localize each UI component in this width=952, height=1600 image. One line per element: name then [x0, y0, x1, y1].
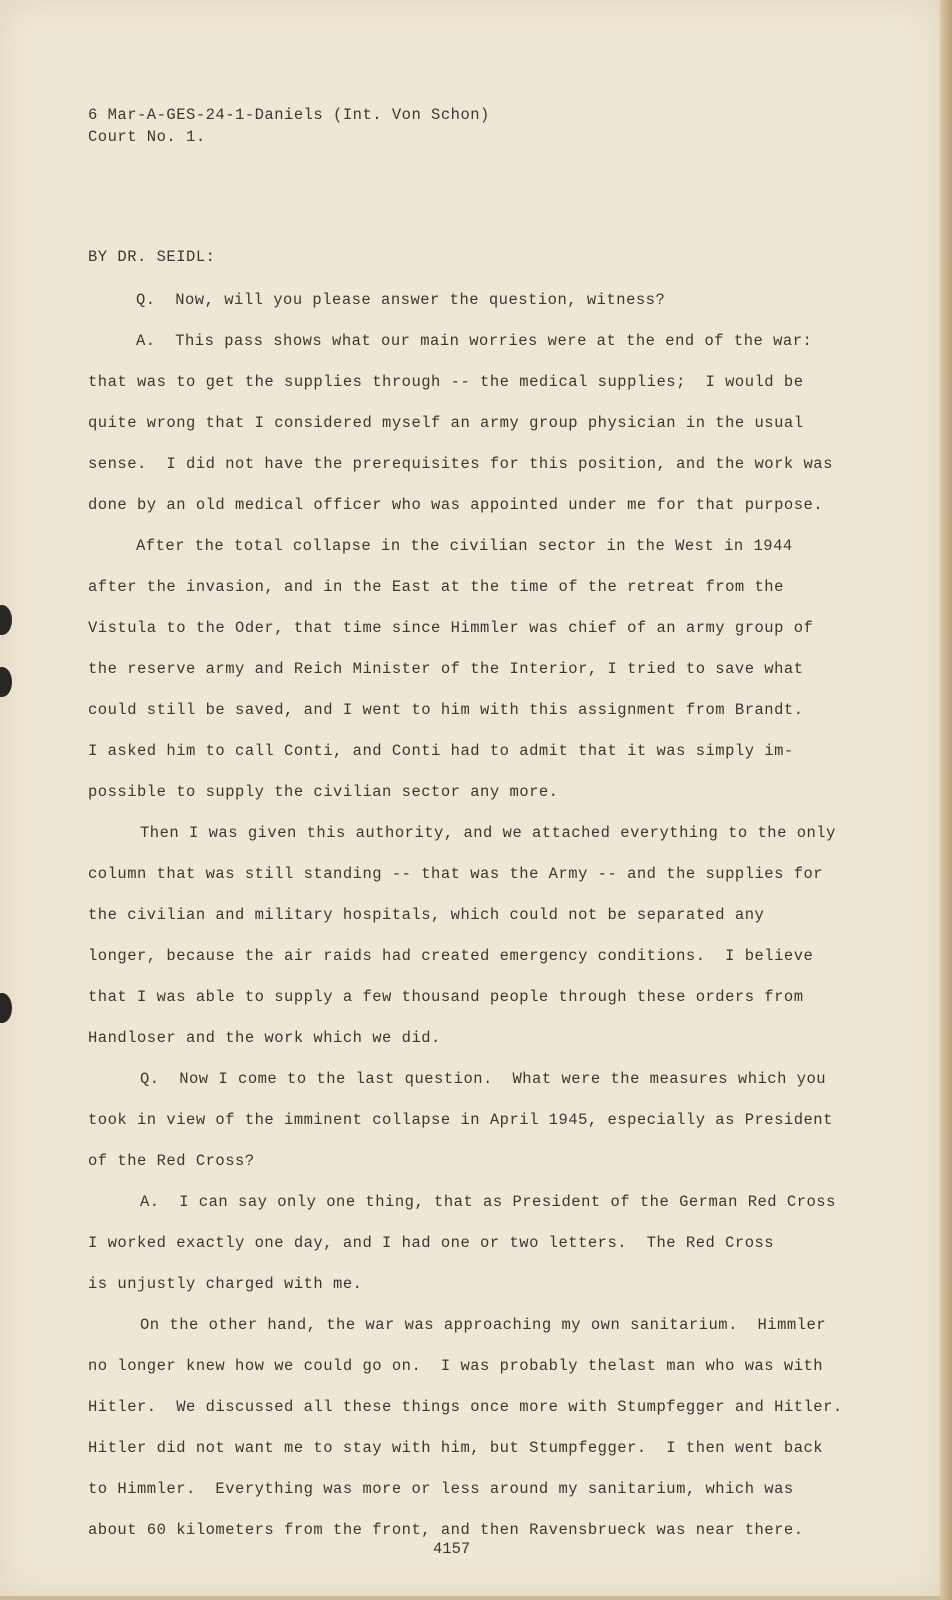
text-line: the civilian and military hospitals, which could not be separated any [88, 906, 765, 924]
text-line: to Himmler. Everything was more or less around my sanitarium, which was [88, 1480, 794, 1498]
paper-edge [940, 0, 952, 1600]
text-line: Q. Now I come to the last question. What were the measures which you [140, 1070, 827, 1088]
text-line: longer, because the air raids had created emergency conditions. I believe [88, 947, 814, 965]
text-line: column that was still standing -- that was the Army -- and the supplies for [88, 865, 824, 883]
page-number: 4157 [433, 1540, 471, 1558]
punch-hole [0, 605, 12, 635]
text-line: no longer knew how we could go on. I was probably thelast man who was with [88, 1357, 824, 1375]
text-line: that I was able to supply a few thousand people through these orders from [88, 988, 804, 1006]
text-line: sense. I did not have the prerequisites for this position, and the work was [88, 455, 833, 473]
text-line: done by an old medical officer who was appointed under me for that purpose. [88, 496, 824, 514]
header-line-1: 6 Mar-A-GES-24-1-Daniels (Int. Von Schon) [88, 106, 490, 124]
text-line: After the total collapse in the civilian sector in the West in 1944 [136, 537, 793, 555]
text-line: On the other hand, the war was approaching my own sanitarium. Himmler [140, 1316, 827, 1334]
text-line: after the invasion, and in the East at the time of the retreat from the [88, 578, 784, 596]
text-line: Vistula to the Oder, that time since Himmler was chief of an army group of [88, 619, 814, 637]
text-line: could still be saved, and I went to him with this assignment from Brandt. [88, 701, 804, 719]
text-line: the reserve army and Reich Minister of the Interior, I tried to save what [88, 660, 804, 678]
text-line: Then I was given this authority, and we attached everything to the only [140, 824, 836, 842]
transcript-body [88, 280, 888, 1551]
text-line: A. I can say only one thing, that as President of the German Red Cross [140, 1193, 836, 1211]
text-line: of the Red Cross? [88, 1152, 255, 1170]
text-line: Hitler. We discussed all these things once more with Stumpfegger and Hitler. [88, 1398, 843, 1416]
text-line: Q. Now, will you please answer the question, witness? [136, 291, 666, 309]
text-line: I asked him to call Conti, and Conti had to admit that it was simply im- [88, 742, 794, 760]
text-line: is unjustly charged with me. [88, 1275, 363, 1293]
text-line: quite wrong that I considered myself an army group physician in the usual [88, 414, 804, 432]
text-line: Hitler did not want me to stay with him, but Stumpfegger. I then went back [88, 1439, 824, 1457]
text-line: A. This pass shows what our main worries were at the end of the war: [136, 332, 813, 350]
text-line: I worked exactly one day, and I had one or two letters. The Red Cross [88, 1234, 775, 1252]
header-line-2: Court No. 1. [88, 128, 206, 146]
text-line: about 60 kilometers from the front, and then Ravensbrueck was near there. [88, 1521, 804, 1539]
punch-hole [0, 993, 12, 1023]
punch-hole [0, 667, 12, 697]
speaker-line: BY DR. SEIDL: [88, 248, 216, 266]
transcript-text [88, 104, 888, 1551]
text-line: took in view of the imminent collapse in April 1945, especially as President [88, 1111, 833, 1129]
text-line: Handloser and the work which we did. [88, 1029, 441, 1047]
text-line: possible to supply the civilian sector any more. [88, 783, 559, 801]
text-line: that was to get the supplies through -- the medical supplies; I would be [88, 373, 804, 391]
